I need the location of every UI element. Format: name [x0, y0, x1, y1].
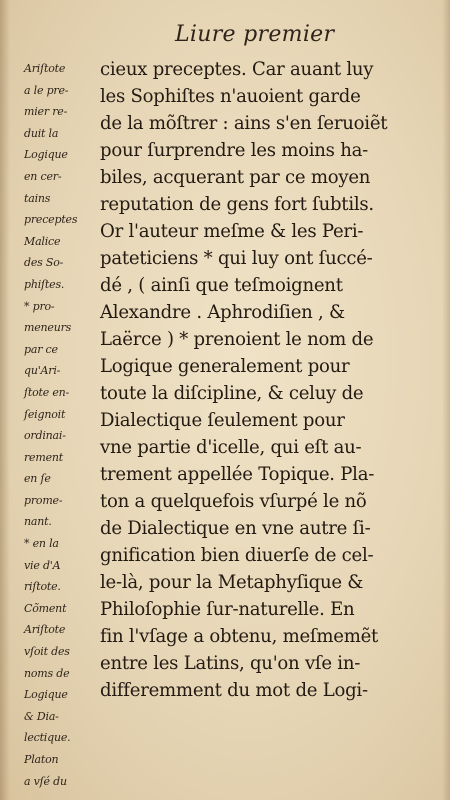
text-line: Or l'auteur meſme & les Peri- — [100, 221, 364, 242]
text-line: ton a quelquefois vſurpé le nõ — [100, 491, 367, 512]
text-line: reputation de gens fort ſubtils. — [100, 194, 374, 215]
margin-note-line: a vſé du — [24, 774, 67, 788]
margin-note-line: Logique — [24, 688, 68, 702]
margin-note-line: Platon — [24, 753, 59, 766]
margin-note-line: Ariſtote — [24, 62, 66, 75]
margin-note-line: ordinai- — [24, 429, 66, 443]
margin-note-line: vſoit des — [24, 645, 70, 659]
margin-note-line: Ariſtote — [24, 623, 66, 637]
text-line: le-là, pour la Metaphyſique & — [100, 572, 364, 593]
margin-note-line: rement — [24, 450, 64, 464]
margin-note-line: lectique. — [24, 731, 71, 745]
margin-note-line: mier re- — [24, 105, 68, 119]
margin-note-line: ſtote en- — [24, 385, 70, 399]
text-line: Laërce ) * prenoient le nom de — [100, 329, 374, 350]
margin-note-line: ſeignoit — [24, 407, 66, 421]
margin-note-line: Malice — [24, 234, 61, 248]
text-line: de Dialectique en vne autre ſi- — [100, 518, 371, 539]
running-head: Liure premier — [175, 22, 335, 47]
margin-note-line: a le pre- — [24, 83, 69, 97]
margin-notes — [24, 58, 96, 792]
text-line: Dialectique ſeulement pour — [100, 410, 345, 431]
margin-note-line: nant. — [24, 515, 52, 529]
text-line: toute la diſcipline, & celuy de — [100, 383, 364, 404]
margin-note-line: Cõment — [24, 601, 67, 615]
text-line: gnification bien diuerſe de cel- — [100, 545, 374, 566]
margin-note-line: * pro- — [24, 299, 55, 313]
text-line: pour ſurprendre les moins ha- — [100, 140, 368, 161]
margin-note-line: preceptes — [24, 213, 78, 227]
margin-note-line: Logique — [24, 148, 68, 162]
margin-note-line: tains — [24, 191, 51, 205]
margin-note-line: en ſe — [24, 472, 51, 486]
margin-note-line: en cer- — [24, 169, 62, 183]
margin-note-line: prome- — [24, 493, 63, 507]
text-line: fin l'vſage a obtenu, meſmemẽt — [100, 626, 379, 647]
margin-note-line: phiſtes. — [24, 277, 65, 291]
margin-note-line: des So- — [24, 256, 64, 270]
text-line: Logique generalement pour — [100, 356, 350, 377]
text-line: de la mõſtrer : ains s'en ſeruoiẽt — [100, 113, 388, 134]
margin-note-line: meneurs — [24, 321, 72, 335]
margin-note-line: * en la — [24, 537, 59, 551]
text-line: entre les Latins, qu'on vſe in- — [100, 653, 361, 674]
text-line: les Sophiſtes n'auoient garde — [100, 86, 361, 107]
margin-note-line: par ce — [24, 342, 58, 356]
margin-note-line: & Dia- — [24, 709, 59, 723]
text-line: trement appellée Topique. Pla- — [100, 464, 375, 485]
text-line: dé , ( ainſi que teſmoignent — [100, 275, 343, 296]
margin-note-line: duit la — [24, 126, 59, 140]
margin-note-line: riſtote. — [24, 580, 61, 594]
text-line: vne partie d'icelle, qui eſt au- — [100, 437, 362, 458]
text-line: Philoſophie ſur-naturelle. En — [100, 599, 355, 620]
margin-note-line: noms de — [24, 666, 70, 680]
body-text — [100, 56, 420, 704]
text-line: biles, acquerant par ce moyen — [100, 167, 371, 188]
margin-note-line: qu'Ari- — [24, 364, 61, 378]
text-line: cieux preceptes. Car auant luy — [100, 59, 374, 80]
text-line: Alexandre . Aphrodiſien , & — [100, 302, 345, 323]
text-line: pateticiens * qui luy ont ſuccé- — [100, 248, 373, 269]
margin-note-line: vie d'A — [24, 558, 61, 572]
text-line: differemment du mot de Logi- — [100, 680, 368, 701]
